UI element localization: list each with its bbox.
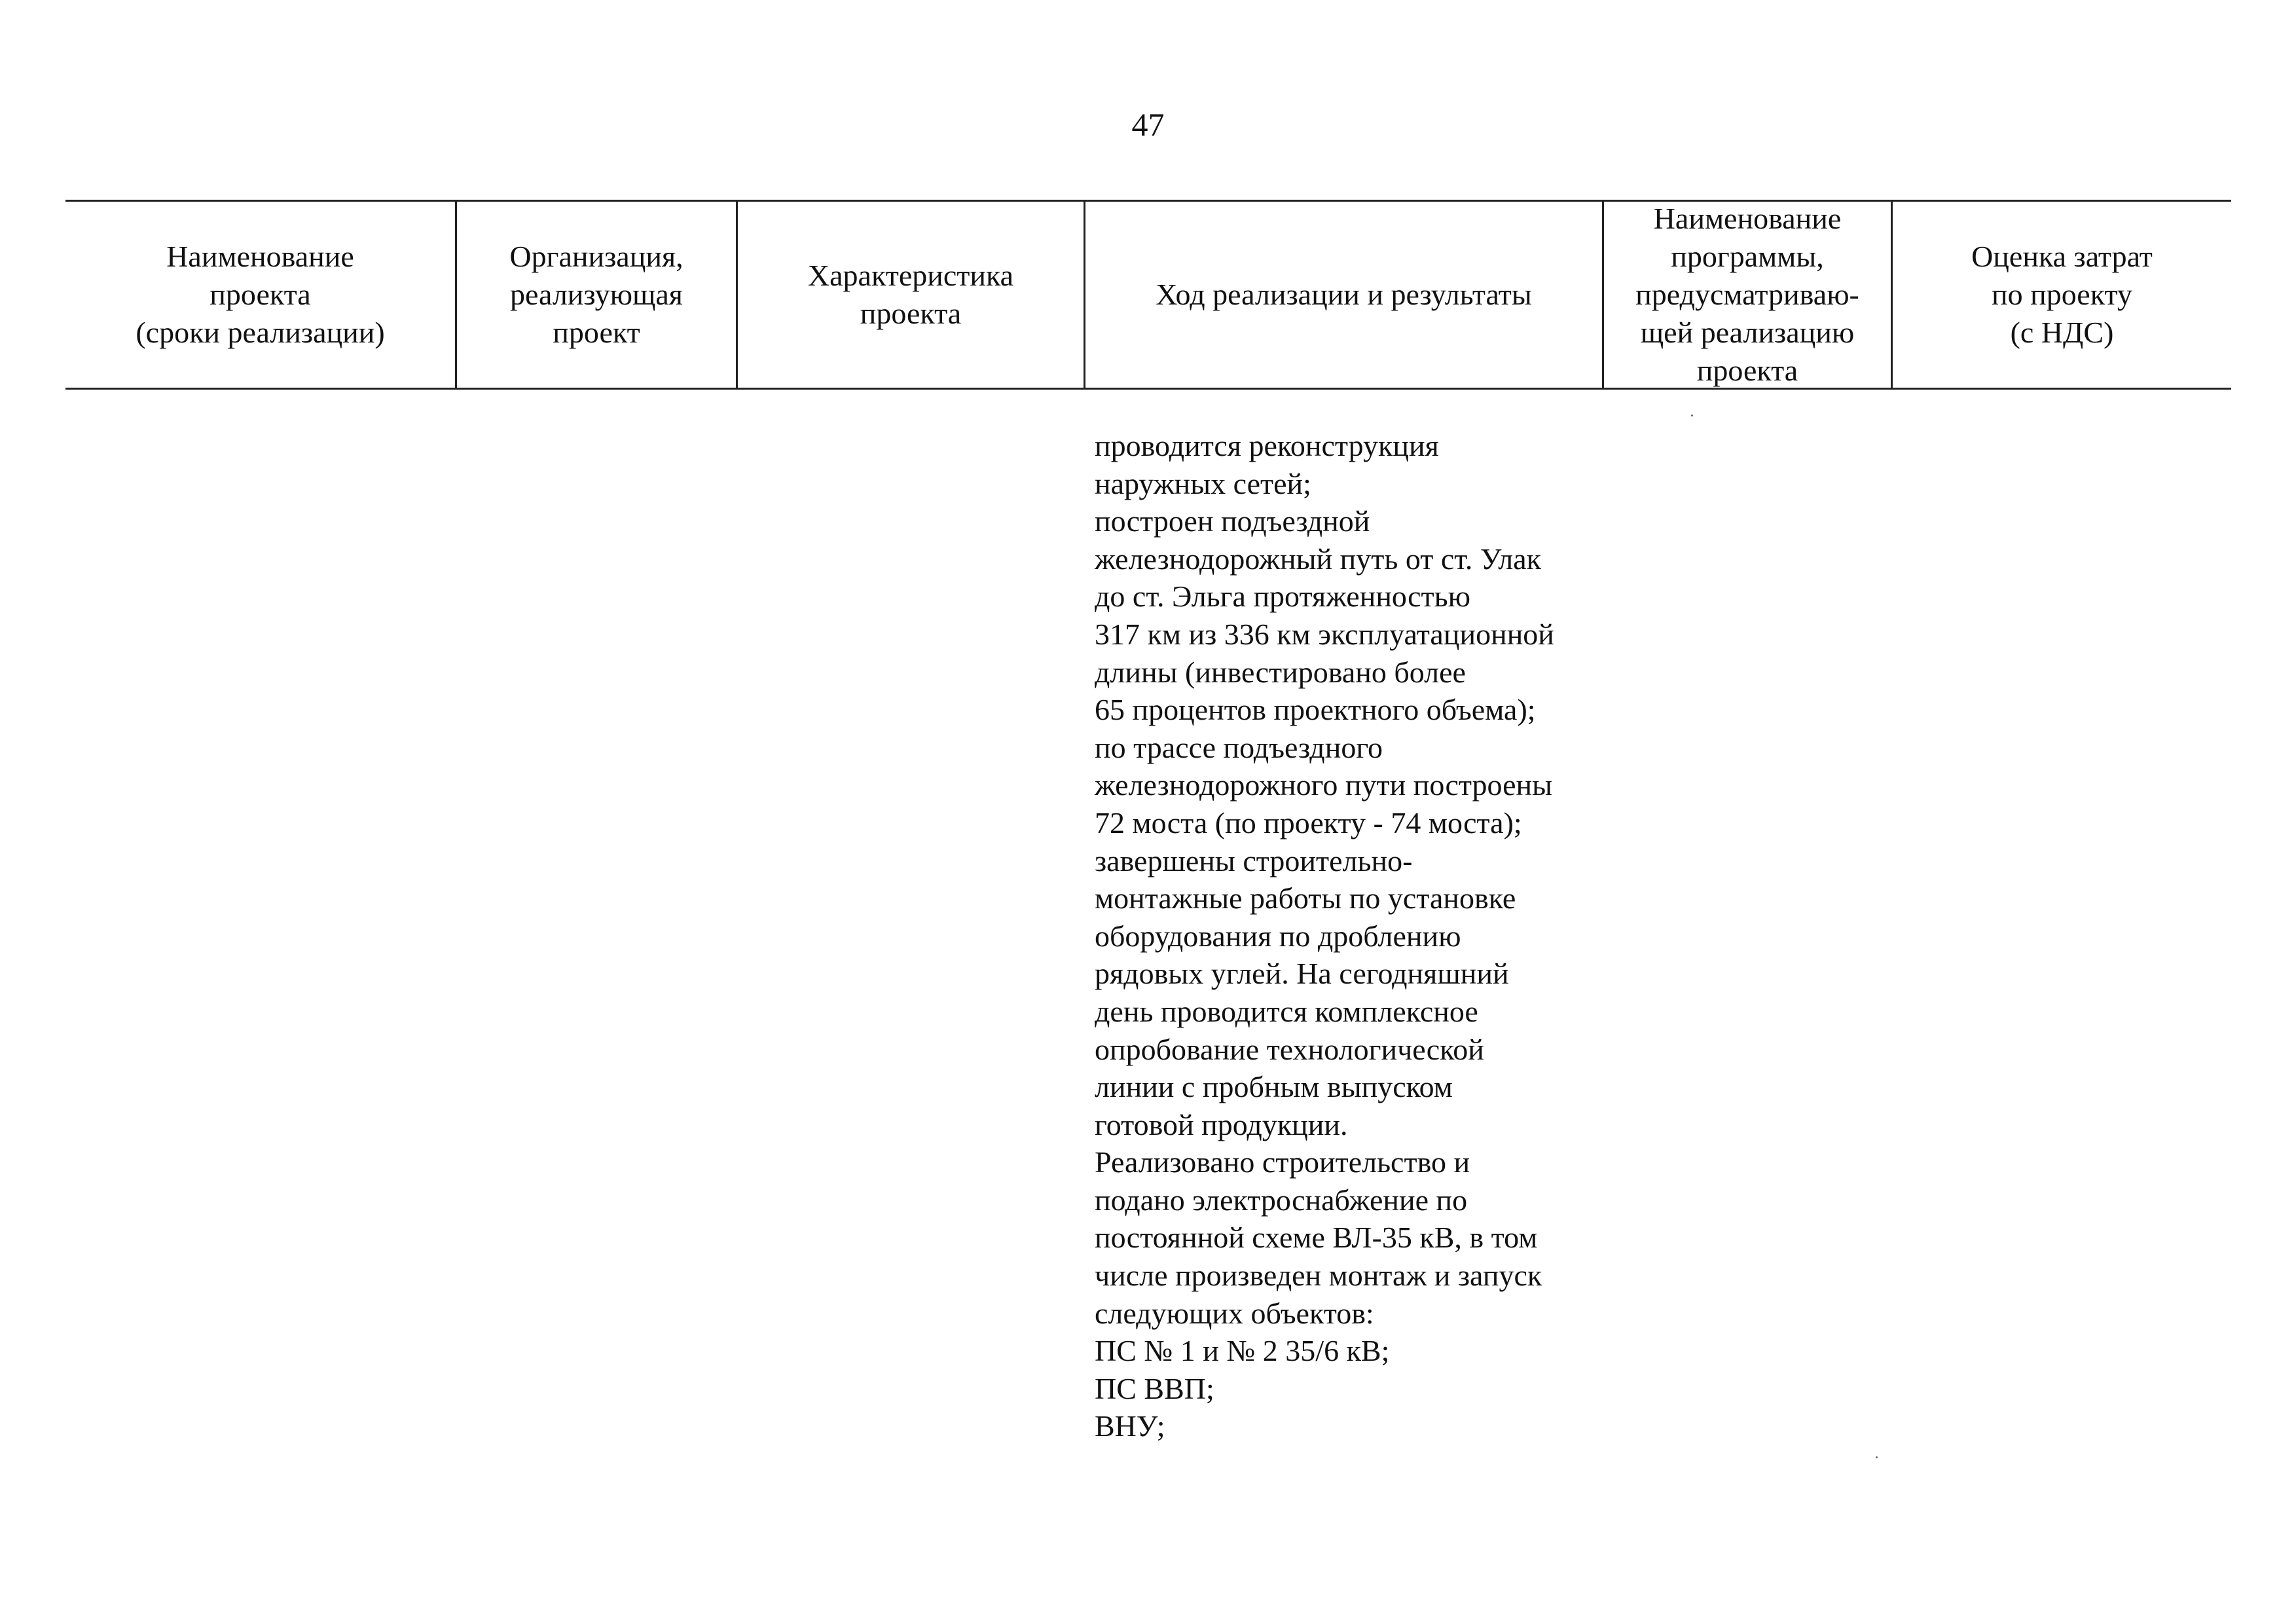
progress-line: следующих объектов: xyxy=(1095,1296,1374,1330)
progress-line: длины (инвестировано более xyxy=(1095,655,1466,689)
progress-line: линии с пробным выпуском xyxy=(1095,1070,1453,1104)
progress-line: наружных сетей; xyxy=(1095,466,1311,500)
progress-results-cell xyxy=(1095,427,1605,1445)
progress-line: числе произведен монтаж и запуск xyxy=(1095,1259,1542,1293)
progress-line: ВНУ; xyxy=(1095,1409,1165,1443)
progress-line: подано электроснабжение по xyxy=(1095,1183,1468,1217)
progress-line: 65 процентов проектного объема); xyxy=(1095,693,1536,727)
page-number: 47 xyxy=(1131,106,1165,143)
header-characteristics: Характеристика проекта xyxy=(807,259,1014,330)
progress-line: Реализовано строительство и xyxy=(1095,1145,1470,1179)
header-progress-results: Ход реализации и результаты xyxy=(1156,278,1532,311)
progress-line: готовой продукции. xyxy=(1095,1107,1348,1141)
progress-line: построен подъездной xyxy=(1095,504,1370,538)
progress-line: до ст. Эльга протяженностью xyxy=(1095,580,1470,614)
progress-line: проводится реконструкция xyxy=(1095,429,1439,462)
progress-line: ПС № 1 и № 2 35/6 кВ; xyxy=(1095,1334,1390,1368)
table-header-bottom-rule xyxy=(65,388,2231,390)
progress-line: день проводится комплексное xyxy=(1095,994,1478,1028)
progress-line: рядовых углей. На сегодняшний xyxy=(1095,957,1509,991)
progress-line: ПС ВВП; xyxy=(1095,1371,1214,1405)
scan-speck xyxy=(1876,1456,1878,1458)
progress-line: 317 км из 336 км эксплуатационной xyxy=(1095,617,1554,651)
progress-line: железнодорожного пути построены xyxy=(1095,768,1553,802)
progress-line: постоянной схеме ВЛ-35 кВ, в том xyxy=(1095,1221,1538,1255)
header-project-name: Наименование проекта (сроки реализации) xyxy=(136,240,385,349)
progress-line: оборудования по дроблению xyxy=(1095,919,1461,953)
scan-speck xyxy=(1691,415,1693,416)
progress-line: опробование технологической xyxy=(1095,1032,1484,1066)
header-program-name: Наименование программы, предусматриваю- щей реализацию проекта xyxy=(1635,202,1859,387)
progress-line: 72 моста (по проекту - 74 моста); xyxy=(1095,805,1522,840)
progress-line: железнодорожный путь от ст. Улак xyxy=(1095,542,1542,576)
progress-line: по трассе подъездного xyxy=(1095,730,1383,764)
header-cost-estimate: Оценка затрат по проекту (с НДС) xyxy=(1971,240,2153,349)
progress-line: завершены строительно- xyxy=(1095,843,1413,877)
progress-line: монтажные работы по установке xyxy=(1095,881,1516,915)
header-organization: Организация, реализующая проект xyxy=(509,240,683,349)
